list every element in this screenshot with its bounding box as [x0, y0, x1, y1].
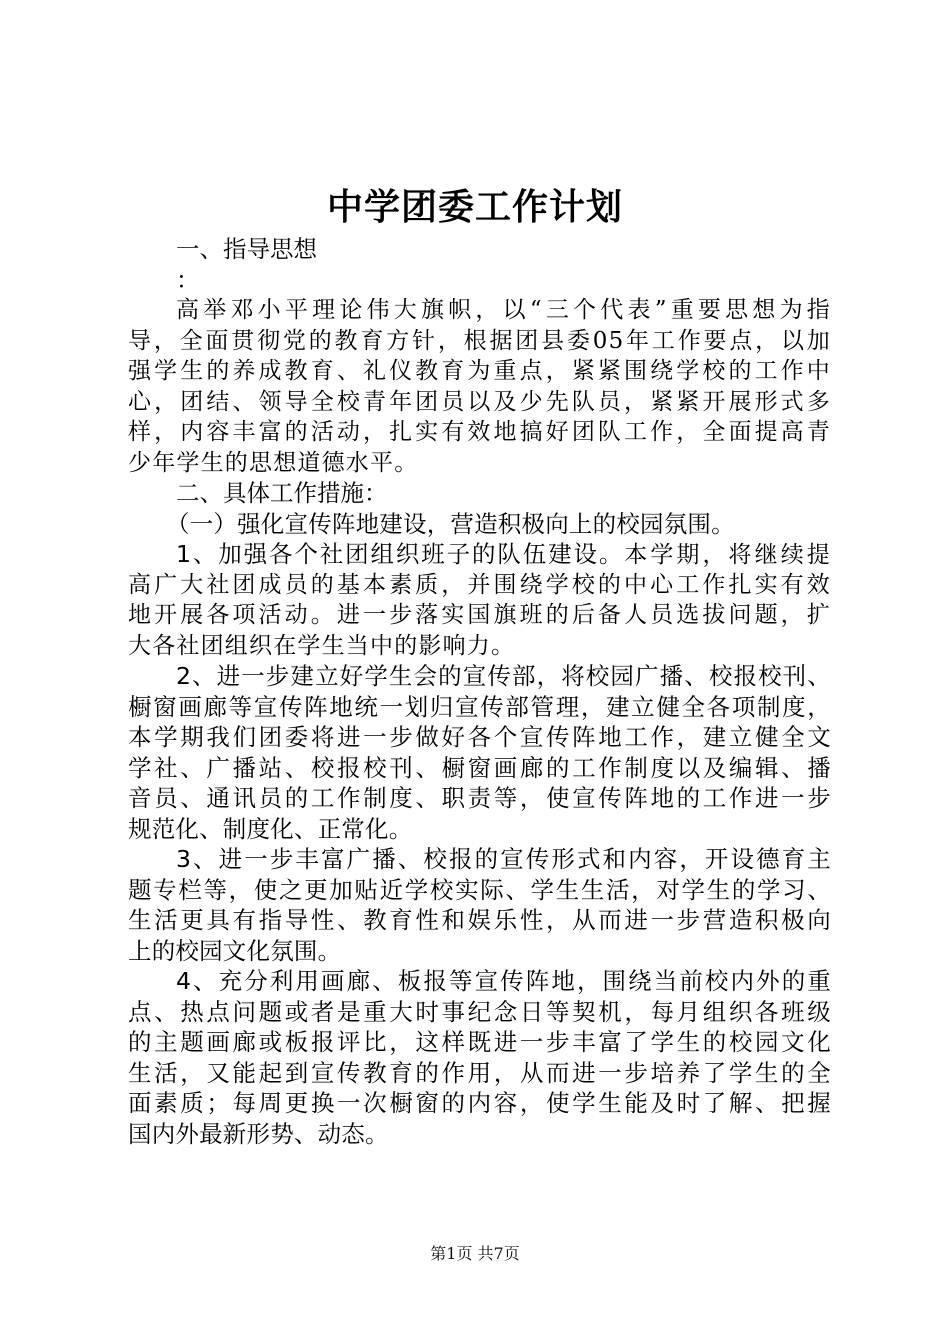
- paragraph-line: 强学生的养成教育、礼仪教育为重点，紧紧围绕学校的工作中: [128, 358, 831, 384]
- paragraph-line: 样，内容丰富的活动，扎实有效地搞好团队工作，全面提高青: [128, 419, 831, 445]
- paragraph-line: 3、进一步丰富广播、校报的宣传形式和内容，开设德育主: [176, 845, 831, 873]
- paragraph-line: 规范化、制度化、正常化。: [128, 814, 413, 843]
- paragraph-line: 生活更具有指导性、教育性和娱乐性，从而进一步营造积极向: [128, 906, 831, 934]
- paragraph-line: 地开展各项活动。进一步落实国旗班的后备人员选拔问题，扩: [128, 602, 831, 628]
- paragraph-line: 题专栏等，使之更加贴近学校实际、学生生活，对学生的学习、: [128, 875, 831, 904]
- document-body: [128, 234, 831, 1149]
- paragraph-line: 大各社团组织在学生当中的影响力。: [128, 632, 516, 659]
- paragraph-line: 本学期我们团委将进一步做好各个宣传阵地工作，建立健全文: [128, 723, 831, 751]
- paragraph-line: 生活，又能起到宣传教育的作用，从而进一步培养了学生的全: [128, 1058, 831, 1087]
- paragraph-line: 2、进一步建立好学生会的宣传部，将校园广播、校报校刊、: [176, 662, 831, 690]
- paragraph-line: 少年学生的思想道德水平。: [128, 449, 419, 476]
- document-title: 中学团委工作计划: [326, 187, 623, 228]
- paragraph-line: 面素质；每周更换一次橱窗的内容，使学生能及时了解、把握: [128, 1089, 831, 1117]
- paragraph-line: 高举邓小平理论伟大旗帜，以“三个代表”重要思想为指: [176, 297, 831, 323]
- item-heading: 1、加强各个社团组织班子的队伍建设。: [176, 540, 625, 568]
- item-body-start: 本学期，将继续提: [624, 542, 831, 568]
- paragraph-line: 国内外最新形势、动态。: [128, 1119, 389, 1148]
- paragraph-line: 音员、通讯员的工作制度、职责等，使宣传阵地的工作进一步: [128, 784, 831, 812]
- paragraph-line: 高广大社团成员的基本素质，并围绕学校的中心工作扎实有效: [128, 571, 831, 598]
- section-heading-measures: 二、具体工作措施：: [176, 479, 388, 507]
- paragraph-line: 学社、广播站、校报校刊、橱窗画廊的工作制度以及编辑、播: [128, 753, 831, 782]
- paragraph-line-mixed: [128, 539, 831, 570]
- section-heading-guiding-ideology: 一、指导思想: [176, 235, 317, 263]
- paragraph-line: 4、充分利用画廊、板报等宣传阵地，围绕当前校内外的重: [176, 967, 831, 995]
- paragraph-line: 的主题画廊或板报评比，这样既进一步丰富了学生的校园文化: [128, 1028, 831, 1056]
- paragraph-line: 心，团结、领导全校青年团员以及少先队员，紧紧开展形式多: [128, 388, 831, 415]
- paragraph-line: 橱窗画廊等宣传阵地统一划归宣传部管理，建立健全各项制度，: [128, 692, 831, 721]
- page-footer: 第1页 共7页: [430, 1244, 520, 1263]
- subsection-heading: （一）强化宣传阵地建设，营造积极向上的校园氛围。: [166, 509, 735, 538]
- paragraph-line: 导，全面贯彻党的教育方针，根据团县委05年工作要点，以加: [128, 327, 831, 354]
- paragraph-line: 点、热点问题或者是重大时事纪念日等契机，每月组织各班级: [128, 997, 831, 1026]
- colon-line: ：: [176, 265, 200, 294]
- paragraph-line: 上的校园文化氛围。: [128, 936, 342, 965]
